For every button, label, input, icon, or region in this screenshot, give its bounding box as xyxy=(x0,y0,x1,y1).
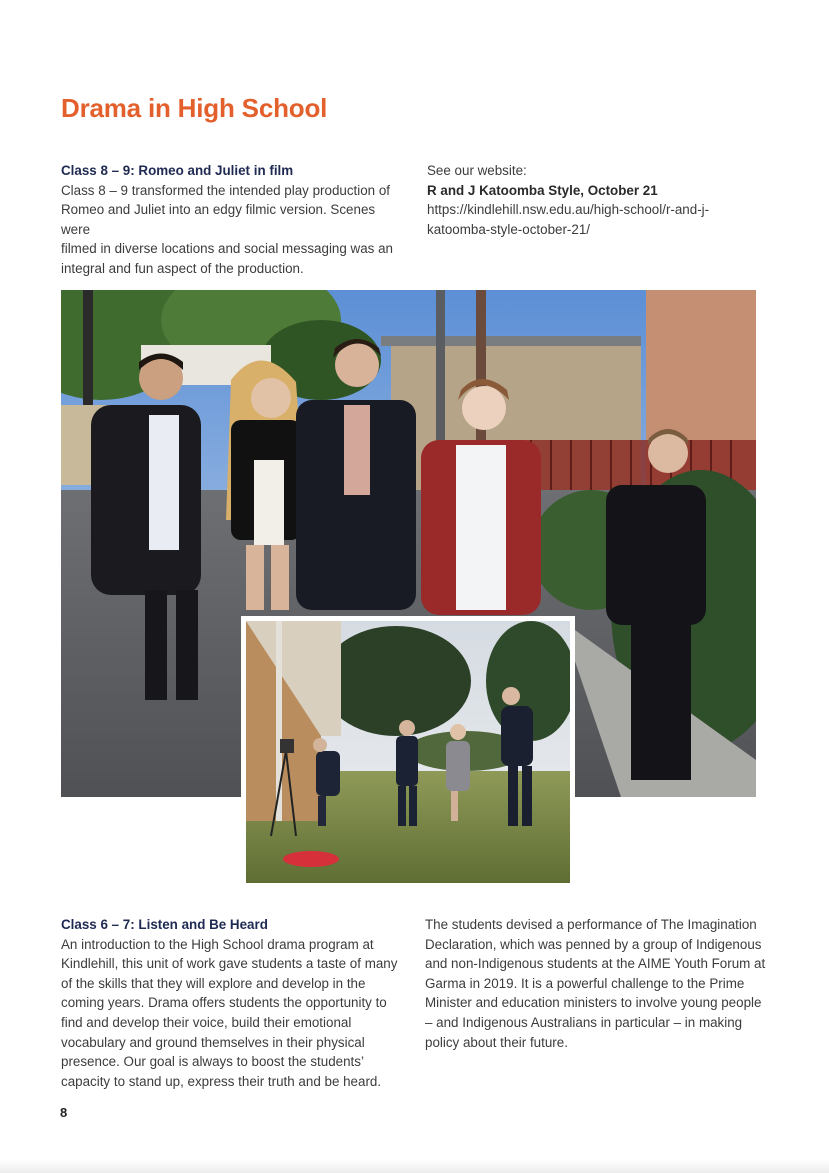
section2-line: find and develop their voice, build their emotional xyxy=(61,1014,352,1030)
website-url[interactable]: https://kindlehill.nsw.edu.au/high-school/r-and-j- xyxy=(427,202,710,218)
section2-line: Garma in 2019. It is a powerful challenge to the Prime xyxy=(425,975,745,991)
section1-line: Romeo and Juliet into an edgy filmic version. Scenes were xyxy=(61,202,376,237)
section2-line: Declaration, which was penned by a group of Indigenous xyxy=(425,936,762,952)
page-number: 8 xyxy=(60,1105,68,1120)
section1-line: filmed in diverse locations and social messaging was an xyxy=(61,241,393,257)
section2-line: and non-Indigenous students at the AIME Youth Forum at xyxy=(425,956,766,972)
section2-line: presence. Our goal is always to boost the students’ xyxy=(61,1054,364,1070)
section2-line: Kindlehill, this unit of work gave students a taste of many xyxy=(61,956,398,972)
section2-line: vocabulary and ground themselves in their physical xyxy=(61,1034,365,1050)
section2-line: coming years. Drama offers students the opportunity to xyxy=(61,995,387,1011)
listen-and-be-heard-inset-photo xyxy=(241,616,575,888)
section1-line: Class 8 – 9 transformed the intended play production of xyxy=(61,182,391,198)
section2-heading: Class 6 – 7: Listen and Be Heard xyxy=(61,917,268,932)
website-reference xyxy=(427,161,747,239)
section1-text xyxy=(61,161,401,279)
website-url[interactable]: katoomba-style-october-21/ xyxy=(427,221,590,237)
section2-text xyxy=(61,915,406,1091)
section2-line: The students devised a performance of The Imagination xyxy=(425,917,757,932)
section2-text-continued xyxy=(425,915,770,1052)
section1-line: integral and fun aspect of the production. xyxy=(61,260,304,276)
page-edge-shadow xyxy=(0,1160,829,1173)
section2-line: An introduction to the High School drama program at xyxy=(61,936,374,952)
section2-line: of the skills that they will explore and develop in the xyxy=(61,975,366,991)
section1-heading: Class 8 – 9: Romeo and Juliet in film xyxy=(61,163,294,178)
section2-line: – and Indigenous Australians in particular – in making xyxy=(425,1014,743,1030)
section2-line: Minister and education ministers to involve young people xyxy=(425,995,762,1011)
website-title: R and J Katoomba Style, October 21 xyxy=(427,182,658,198)
website-intro: See our website: xyxy=(427,163,527,178)
section2-line: capacity to stand up, express their truth and be heard. xyxy=(61,1073,382,1089)
section2-line: policy about their future. xyxy=(425,1034,568,1050)
page-title: Drama in High School xyxy=(61,93,328,123)
